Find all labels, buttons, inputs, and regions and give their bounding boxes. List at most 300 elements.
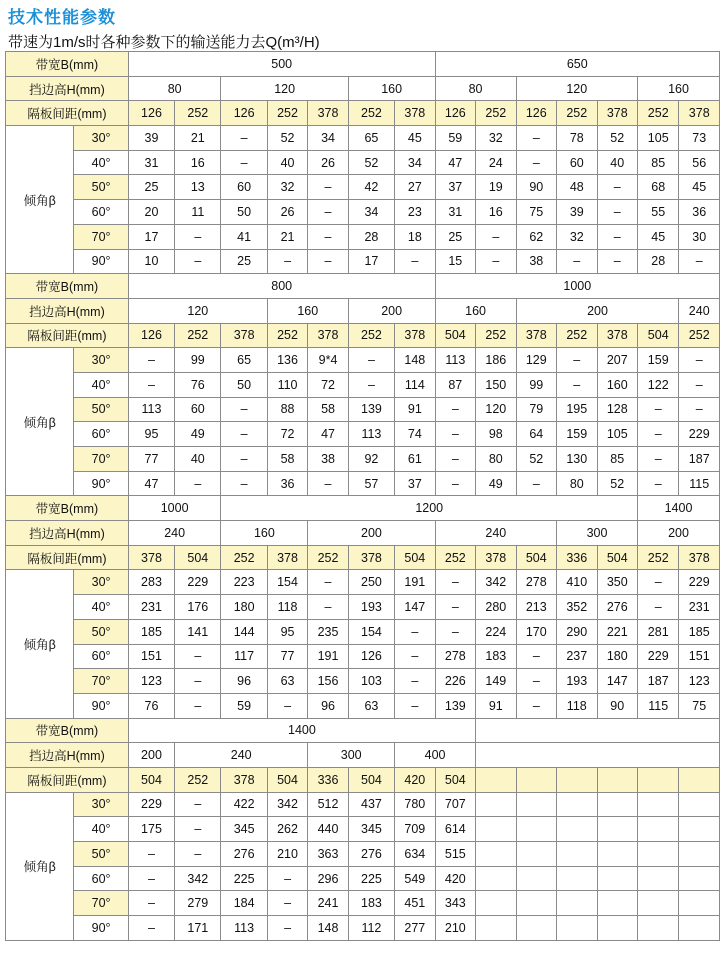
empty-cell	[557, 767, 597, 792]
capacity-value: 59	[435, 126, 475, 151]
capacity-value: 47	[128, 471, 174, 496]
capacity-value: 279	[175, 891, 221, 916]
spec-table	[5, 51, 720, 941]
capacity-value: 156	[308, 669, 348, 694]
capacity-value: –	[638, 595, 679, 620]
page-subtitle: 带速为1m/s时各种参数下的输送能力去Q(m³/H)	[8, 34, 320, 51]
capacity-value: 130	[557, 447, 597, 472]
angle-row	[6, 471, 720, 496]
capacity-value: 52	[516, 447, 556, 472]
spacing-value: 252	[557, 101, 597, 126]
capacity-value: 183	[476, 644, 516, 669]
spacing-label: 隔板间距(mm)	[6, 323, 129, 348]
empty-cell	[597, 891, 637, 916]
capacity-value: 191	[395, 570, 435, 595]
capacity-value: 229	[679, 570, 720, 595]
capacity-value: 95	[128, 422, 174, 447]
edge-height-value: 160	[638, 76, 720, 101]
spacing-value: 378	[597, 101, 637, 126]
spacing-value: 504	[597, 545, 637, 570]
capacity-value: 151	[128, 644, 174, 669]
spacing-value: 378	[597, 323, 637, 348]
angle-value: 90°	[74, 916, 128, 941]
empty-cell	[516, 767, 556, 792]
capacity-value: –	[435, 397, 475, 422]
empty-cell	[638, 792, 679, 817]
capacity-value: 224	[476, 619, 516, 644]
capacity-value: 36	[679, 200, 720, 225]
capacity-value: 235	[308, 619, 348, 644]
capacity-value: 210	[435, 916, 475, 941]
empty-cell	[679, 792, 720, 817]
capacity-value: 105	[638, 126, 679, 151]
capacity-value: –	[175, 471, 221, 496]
capacity-value: 128	[597, 397, 637, 422]
capacity-value: 150	[476, 372, 516, 397]
edge-height-value: 200	[128, 743, 174, 768]
edge-height-value: 160	[267, 298, 348, 323]
spacing-value: 378	[476, 545, 516, 570]
capacity-value: 39	[557, 200, 597, 225]
spacing-label: 隔板间距(mm)	[6, 101, 129, 126]
capacity-value: 180	[597, 644, 637, 669]
belt-width-label: 带宽B(mm)	[6, 274, 129, 299]
spacing-value: 252	[638, 545, 679, 570]
edge-height-label: 挡边高H(mm)	[6, 743, 129, 768]
empty-cell	[638, 817, 679, 842]
spacing-value: 252	[308, 545, 348, 570]
spacing-value: 252	[435, 545, 475, 570]
capacity-value: –	[679, 397, 720, 422]
angle-value: 70°	[74, 669, 128, 694]
capacity-value: –	[638, 471, 679, 496]
capacity-value: –	[175, 249, 221, 274]
capacity-value: 105	[597, 422, 637, 447]
empty-cell	[476, 842, 516, 867]
capacity-value: 90	[516, 175, 556, 200]
capacity-value: 117	[221, 644, 267, 669]
edge-height-value: 120	[128, 298, 267, 323]
spacing-value: 378	[679, 101, 720, 126]
capacity-value: 99	[175, 348, 221, 373]
empty-cell	[516, 866, 556, 891]
capacity-value: 183	[348, 891, 394, 916]
edge-height-row	[6, 298, 720, 323]
capacity-value: 64	[516, 422, 556, 447]
capacity-value: –	[308, 570, 348, 595]
spacing-value: 252	[221, 545, 267, 570]
capacity-value: 95	[267, 619, 307, 644]
capacity-value: –	[597, 224, 637, 249]
capacity-value: 147	[395, 595, 435, 620]
capacity-value: 193	[557, 669, 597, 694]
capacity-value: 96	[221, 669, 267, 694]
capacity-value: 342	[476, 570, 516, 595]
capacity-value: 39	[128, 126, 174, 151]
edge-height-row	[6, 76, 720, 101]
capacity-value: –	[516, 669, 556, 694]
capacity-value: 16	[476, 200, 516, 225]
capacity-value: 58	[308, 397, 348, 422]
belt-width-label: 带宽B(mm)	[6, 52, 129, 77]
capacity-value: 85	[638, 150, 679, 175]
capacity-value: 63	[348, 693, 394, 718]
edge-height-value: 200	[348, 298, 435, 323]
capacity-value: 56	[679, 150, 720, 175]
empty-cell	[597, 866, 637, 891]
spacing-value: 252	[348, 323, 394, 348]
capacity-value: 149	[476, 669, 516, 694]
angle-value: 90°	[74, 471, 128, 496]
angle-value: 30°	[74, 792, 128, 817]
capacity-value: 229	[175, 570, 221, 595]
capacity-value: 38	[308, 447, 348, 472]
capacity-value: 345	[348, 817, 394, 842]
empty-cell	[597, 916, 637, 941]
capacity-value: 634	[395, 842, 435, 867]
empty-cell	[557, 916, 597, 941]
capacity-value: 76	[175, 372, 221, 397]
capacity-value: 231	[679, 595, 720, 620]
capacity-value: –	[435, 595, 475, 620]
capacity-value: 221	[597, 619, 637, 644]
capacity-value: 28	[638, 249, 679, 274]
empty-cell	[679, 817, 720, 842]
capacity-value: 27	[395, 175, 435, 200]
spacing-value: 378	[221, 323, 267, 348]
capacity-value: 237	[557, 644, 597, 669]
capacity-value: 34	[308, 126, 348, 151]
capacity-value: 34	[395, 150, 435, 175]
edge-height-value: 200	[638, 521, 720, 546]
capacity-value: 88	[267, 397, 307, 422]
spacing-value: 252	[476, 101, 516, 126]
angle-label: 倾角β	[6, 570, 74, 718]
spacing-value: 378	[679, 545, 720, 570]
capacity-value: –	[395, 693, 435, 718]
capacity-value: –	[435, 447, 475, 472]
capacity-value: 99	[516, 372, 556, 397]
spacing-value: 336	[308, 767, 348, 792]
capacity-value: 154	[267, 570, 307, 595]
capacity-value: 77	[128, 447, 174, 472]
capacity-value: –	[267, 693, 307, 718]
capacity-value: 75	[679, 693, 720, 718]
angle-row	[6, 175, 720, 200]
capacity-value: 175	[128, 817, 174, 842]
empty-cell	[679, 866, 720, 891]
empty-cell	[516, 891, 556, 916]
capacity-value: 98	[476, 422, 516, 447]
capacity-value: –	[516, 471, 556, 496]
capacity-value: 363	[308, 842, 348, 867]
capacity-value: 48	[557, 175, 597, 200]
capacity-value: –	[557, 249, 597, 274]
angle-value: 30°	[74, 348, 128, 373]
page-title: 技术性能参数	[8, 8, 116, 27]
angle-label: 倾角β	[6, 792, 74, 940]
spacing-value: 504	[638, 323, 679, 348]
capacity-value: 25	[221, 249, 267, 274]
spacing-value: 252	[638, 101, 679, 126]
capacity-value: 77	[267, 644, 307, 669]
capacity-value: 15	[435, 249, 475, 274]
angle-value: 60°	[74, 866, 128, 891]
angle-value: 60°	[74, 200, 128, 225]
capacity-value: 47	[308, 422, 348, 447]
capacity-value: 129	[516, 348, 556, 373]
capacity-value: 26	[267, 200, 307, 225]
capacity-value: 207	[597, 348, 637, 373]
capacity-value: –	[128, 842, 174, 867]
belt-width-value: 650	[435, 52, 719, 77]
capacity-value: –	[638, 422, 679, 447]
spacing-value: 252	[348, 101, 394, 126]
capacity-value: 141	[175, 619, 221, 644]
edge-height-value: 240	[175, 743, 308, 768]
angle-value: 40°	[74, 595, 128, 620]
capacity-value: 113	[435, 348, 475, 373]
empty-cell	[516, 817, 556, 842]
capacity-value: –	[175, 644, 221, 669]
capacity-value: 19	[476, 175, 516, 200]
capacity-value: 42	[348, 175, 394, 200]
capacity-value: –	[267, 249, 307, 274]
capacity-value: 147	[597, 669, 637, 694]
edge-height-value: 80	[435, 76, 516, 101]
capacity-value: 45	[679, 175, 720, 200]
spacing-value: 252	[175, 767, 221, 792]
spacing-value: 378	[395, 323, 435, 348]
capacity-value: –	[221, 447, 267, 472]
capacity-value: 170	[516, 619, 556, 644]
capacity-value: 437	[348, 792, 394, 817]
empty-cell	[679, 842, 720, 867]
spacing-value: 504	[516, 545, 556, 570]
belt-width-label: 带宽B(mm)	[6, 496, 129, 521]
capacity-value: 41	[221, 224, 267, 249]
empty-cell	[476, 891, 516, 916]
empty-cell	[557, 891, 597, 916]
capacity-value: –	[395, 619, 435, 644]
angle-row	[6, 372, 720, 397]
edge-height-label: 挡边高H(mm)	[6, 76, 129, 101]
capacity-value: –	[308, 175, 348, 200]
capacity-value: –	[175, 693, 221, 718]
capacity-value: 21	[267, 224, 307, 249]
capacity-value: –	[221, 397, 267, 422]
edge-height-value: 400	[395, 743, 476, 768]
capacity-value: 180	[221, 595, 267, 620]
spacing-value: 504	[435, 323, 475, 348]
capacity-value: 187	[679, 447, 720, 472]
edge-height-value: 240	[128, 521, 221, 546]
spacing-value: 126	[128, 101, 174, 126]
capacity-value: 283	[128, 570, 174, 595]
spacing-value: 504	[267, 767, 307, 792]
capacity-value: 60	[557, 150, 597, 175]
capacity-value: 422	[221, 792, 267, 817]
spacing-row	[6, 101, 720, 126]
belt-width-value: 500	[128, 52, 435, 77]
capacity-value: –	[638, 447, 679, 472]
edge-height-value: 240	[435, 521, 556, 546]
empty-cell	[476, 916, 516, 941]
capacity-value: 614	[435, 817, 475, 842]
capacity-value: 31	[435, 200, 475, 225]
edge-height-value: 120	[516, 76, 637, 101]
angle-row	[6, 866, 720, 891]
capacity-value: 262	[267, 817, 307, 842]
capacity-value: 38	[516, 249, 556, 274]
capacity-value: 343	[435, 891, 475, 916]
capacity-value: –	[597, 175, 637, 200]
empty-cell	[476, 767, 516, 792]
capacity-value: 75	[516, 200, 556, 225]
capacity-value: 250	[348, 570, 394, 595]
capacity-value: –	[128, 348, 174, 373]
angle-row	[6, 669, 720, 694]
capacity-value: 23	[395, 200, 435, 225]
capacity-value: 709	[395, 817, 435, 842]
capacity-value: 20	[128, 200, 174, 225]
capacity-value: –	[597, 249, 637, 274]
capacity-value: 440	[308, 817, 348, 842]
capacity-value: 549	[395, 866, 435, 891]
empty-cell	[557, 866, 597, 891]
capacity-value: 515	[435, 842, 475, 867]
capacity-value: 210	[267, 842, 307, 867]
capacity-value: 40	[597, 150, 637, 175]
capacity-value: –	[435, 570, 475, 595]
capacity-value: 37	[395, 471, 435, 496]
angle-label: 倾角β	[6, 348, 74, 496]
capacity-value: 113	[221, 916, 267, 941]
angle-value: 70°	[74, 891, 128, 916]
belt-width-row	[6, 52, 720, 77]
capacity-value: 13	[175, 175, 221, 200]
spacing-value: 252	[476, 323, 516, 348]
capacity-value: 342	[267, 792, 307, 817]
angle-label: 倾角β	[6, 126, 74, 274]
capacity-value: 171	[175, 916, 221, 941]
empty-cell	[516, 842, 556, 867]
capacity-value: 9*4	[308, 348, 348, 373]
capacity-value: 34	[348, 200, 394, 225]
capacity-value: –	[308, 200, 348, 225]
spacing-value: 504	[395, 545, 435, 570]
capacity-value: 410	[557, 570, 597, 595]
capacity-value: 60	[221, 175, 267, 200]
empty-cell	[476, 718, 720, 743]
capacity-value: 159	[638, 348, 679, 373]
angle-row	[6, 792, 720, 817]
angle-value: 60°	[74, 422, 128, 447]
capacity-value: 225	[348, 866, 394, 891]
capacity-value: 72	[267, 422, 307, 447]
capacity-value: 92	[348, 447, 394, 472]
capacity-value: 28	[348, 224, 394, 249]
capacity-value: –	[516, 126, 556, 151]
capacity-value: –	[516, 150, 556, 175]
capacity-value: 31	[128, 150, 174, 175]
capacity-value: 451	[395, 891, 435, 916]
capacity-value: 32	[267, 175, 307, 200]
empty-cell	[597, 817, 637, 842]
capacity-value: 40	[175, 447, 221, 472]
capacity-value: 136	[267, 348, 307, 373]
empty-cell	[638, 767, 679, 792]
capacity-value: 63	[267, 669, 307, 694]
belt-width-row	[6, 718, 720, 743]
capacity-value: 139	[348, 397, 394, 422]
angle-row	[6, 693, 720, 718]
capacity-value: –	[175, 792, 221, 817]
capacity-value: 57	[348, 471, 394, 496]
capacity-value: –	[395, 669, 435, 694]
empty-cell	[679, 767, 720, 792]
capacity-value: 11	[175, 200, 221, 225]
capacity-value: 118	[557, 693, 597, 718]
belt-width-value: 1000	[435, 274, 719, 299]
capacity-value: 186	[476, 348, 516, 373]
capacity-value: 21	[175, 126, 221, 151]
capacity-value: –	[175, 842, 221, 867]
capacity-value: 113	[348, 422, 394, 447]
capacity-value: 52	[348, 150, 394, 175]
edge-height-label: 挡边高H(mm)	[6, 521, 129, 546]
spacing-value: 252	[175, 323, 221, 348]
empty-cell	[516, 916, 556, 941]
spacing-value: 378	[308, 101, 348, 126]
capacity-value: 512	[308, 792, 348, 817]
capacity-value: –	[476, 224, 516, 249]
capacity-value: 49	[175, 422, 221, 447]
empty-cell	[476, 866, 516, 891]
empty-cell	[476, 743, 720, 768]
empty-cell	[597, 792, 637, 817]
capacity-value: –	[557, 372, 597, 397]
capacity-value: 25	[435, 224, 475, 249]
capacity-value: 50	[221, 372, 267, 397]
angle-row	[6, 249, 720, 274]
capacity-value: 52	[597, 126, 637, 151]
edge-height-value: 240	[679, 298, 720, 323]
capacity-value: 110	[267, 372, 307, 397]
edge-height-value: 200	[516, 298, 679, 323]
capacity-value: 226	[435, 669, 475, 694]
angle-value: 70°	[74, 447, 128, 472]
capacity-value: 296	[308, 866, 348, 891]
spacing-row	[6, 767, 720, 792]
spacing-row	[6, 323, 720, 348]
belt-width-value: 1400	[638, 496, 720, 521]
capacity-value: 290	[557, 619, 597, 644]
belt-width-value: 800	[128, 274, 435, 299]
capacity-value: 231	[128, 595, 174, 620]
spacing-value: 126	[435, 101, 475, 126]
capacity-value: 91	[395, 397, 435, 422]
angle-value: 50°	[74, 397, 128, 422]
capacity-value: 277	[395, 916, 435, 941]
capacity-value: 154	[348, 619, 394, 644]
capacity-value: 276	[221, 842, 267, 867]
spacing-value: 126	[516, 101, 556, 126]
capacity-value: 229	[128, 792, 174, 817]
spacing-value: 378	[221, 767, 267, 792]
capacity-value: 72	[308, 372, 348, 397]
capacity-value: 780	[395, 792, 435, 817]
